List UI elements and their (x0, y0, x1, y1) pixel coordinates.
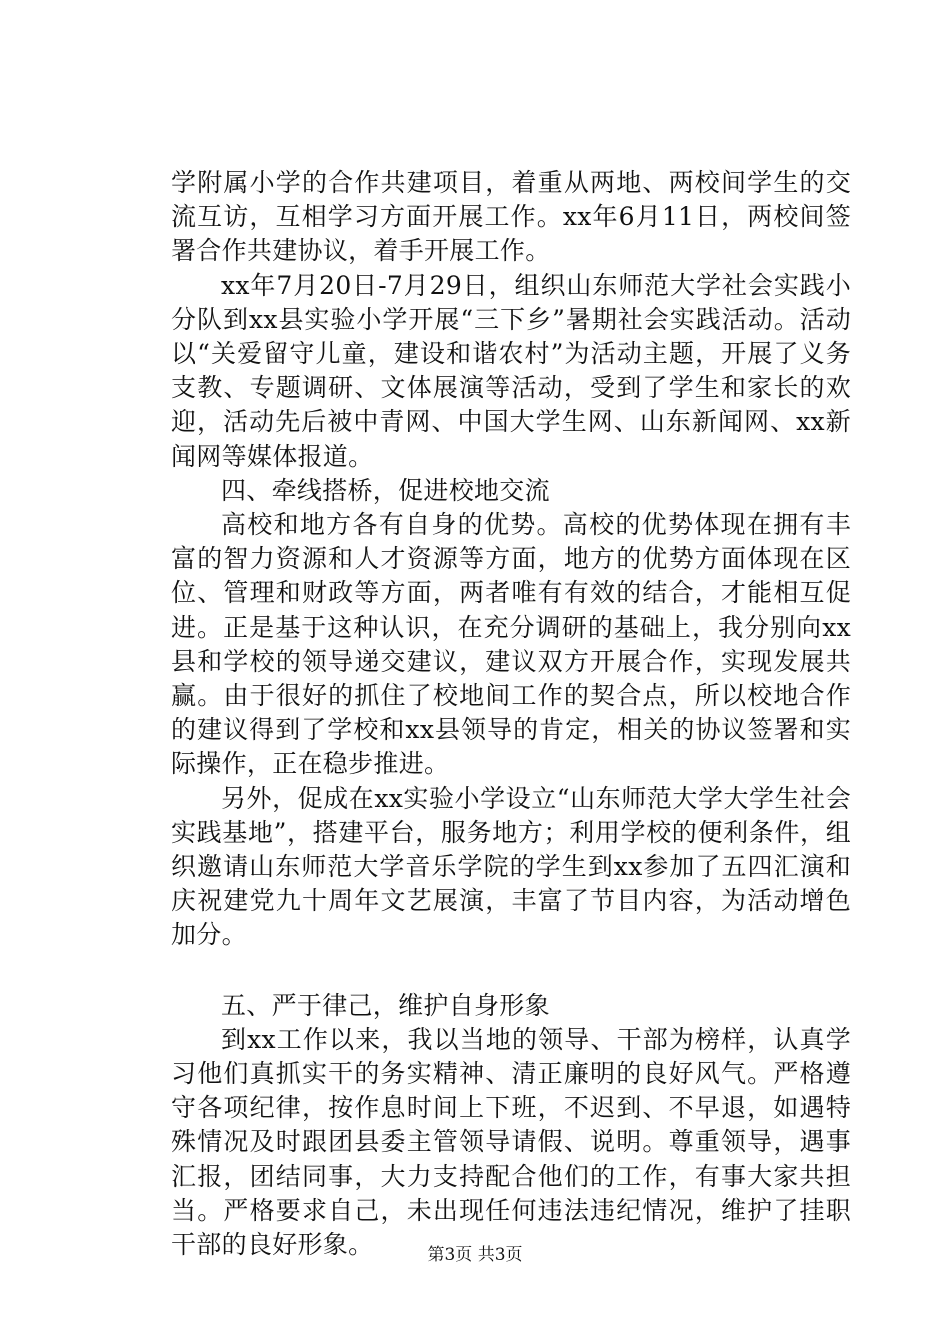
document-body (171, 166, 851, 1262)
paragraph-school-local-cooperation: 高校和地方各有自身的优势。高校的优势体现在拥有丰富的智力资源和人才资源等方面，地方的优势方面体现在区位、管理和财政等方面，两者唯有有效的结合，才能相互促进。正是基于这种认识，在充分调研的基础上，我分别向xx县和学校的领导递交建议，建议双方开展合作，实现发展共赢。由于很好的抓住了校地间工作的契合点，所以校地合作的建议得到了学校和xx县领导的肯定，相关的协议签署和实际操作，正在稳步推进。 (171, 510, 851, 779)
paragraph-summer-practice: xx年7月20日-7月29日，组织山东师范大学社会实践小分队到xx县实验小学开展“三下乡”暑期社会实践活动。活动以“关爱留守儿童，建设和谐农村”为活动主题，开展了义务支教、专题调研、文体展演等活动，受到了学生和家长的欢迎，活动先后被中青网、中国大学生网、山东新闻网、xx新闻网等媒体报道。 (171, 270, 851, 471)
paragraph-self-discipline: 到xx工作以来，我以当地的领导、干部为榜样，认真学习他们真抓实干的务实精神、清正廉明的良好风气。严格遵守各项纪律，按作息时间上下班，不迟到、不早退，如遇特殊情况及时跟团县委主管领导请假、说明。尊重领导，遇事汇报，团结同事，大力支持配合他们的工作，有事大家共担当。严格要求自己，未出现任何违法违纪情况，维护了挂职干部的良好形象。 (171, 1024, 851, 1260)
paragraph-spacer (171, 953, 851, 989)
section-heading-five: 五、严于律己，维护自身形象 (221, 990, 550, 1020)
paragraph-practice-base: 另外，促成在xx实验小学设立“山东师范大学大学生社会实践基地”，搭建平台，服务地方；利用学校的便利条件，组织邀请山东师范大学音乐学院的学生到xx参加了五四汇演和庆祝建党九十周年文艺展演，丰富了节目内容，为活动增色加分。 (171, 783, 851, 950)
paragraph-partnership-continued: 学附属小学的合作共建项目，着重从两地、两校间学生的交流互访，互相学习方面开展工作。xx年6月11日，两校间签署合作共建协议，着手开展工作。 (171, 168, 851, 266)
section-heading-four: 四、牵线搭桥，促进校地交流 (221, 475, 550, 505)
page-number-footer: 第3页 共3页 (427, 1245, 523, 1265)
